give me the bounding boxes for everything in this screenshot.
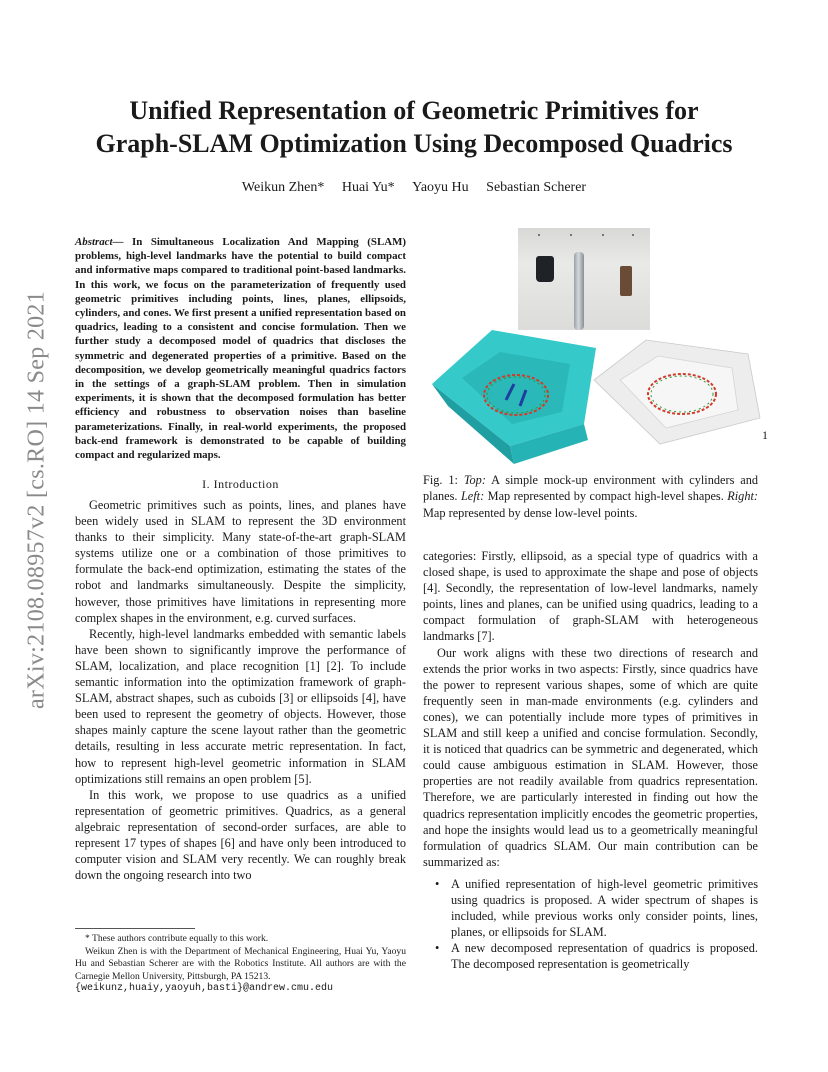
figure-number-mark: 1 (762, 428, 768, 442)
arxiv-identifier (12, 290, 62, 710)
figure-1 (420, 228, 768, 468)
footnote-divider (75, 928, 195, 929)
footnote-emails: {weikunz,huaiy,yaoyuh,basti}@andrew.cmu.edu (75, 983, 334, 994)
author-name: Sebastian Scherer (486, 180, 587, 195)
section-heading: I. Introduction (202, 477, 279, 491)
contribution-text: A new decomposed representation of quadrics is proposed. The decomposed representation is geometrically (451, 941, 758, 972)
abstract-lead: Abstract (75, 236, 113, 248)
intro-paragraph: Recently, high-level landmarks embedded with semantic labels have been shown to significantly improve the performance of SLAM, localization, and place recognition [1] [2]. To include semantic information into the optimization framework of graph-SLAM, abstract shapes, such as cuboids [3] or ellipsoids [4], have been used to represent the geometry of objects. However, those shapes mainly capture the scene layout rather than the geometric details, resulting in less accurate metric representation. In fact, how to represent high-level geometric information in SLAM optimizations still remains an open problem [5]. (75, 626, 406, 786)
paper-title (60, 94, 768, 160)
high-level-shape-map (432, 330, 596, 464)
caption-top-text: A simple mock-up environment with cylinders and planes. (423, 473, 758, 504)
figure-maps (420, 228, 768, 468)
bullet-glyph: • (435, 876, 440, 891)
contribution-list (423, 876, 758, 973)
author-name: Weikun Zhen* (241, 180, 325, 195)
abstract (75, 235, 406, 462)
title-line-1: Unified Representation of Geometric Primitives for (129, 96, 699, 125)
introduction-body (75, 497, 406, 883)
caption-right-label: Right: (727, 489, 758, 504)
body-paragraph: Our work aligns with these two directions of research and extends the prior works in two aspects: Firstly, since quadrics have the power to represent various shapes, some of which are quite frequently seen in man-made environments (e.g. cylinders and cones), we can potentially include more types of primitives in SLAM and still keep a unified and concise formulation. Secondly, it is noticed that quadrics can be symmetric and degenerated, which could cause ambiguous estimation in SLAM. However, those properties are not readily available from quadrics representation. Therefore, we are particularly interested in finding out how the quadrics representation implicitly encodes the geometric properties, and hope the insights would lead us to a geometrically meaningful formulation of quadrics SLAM. Our main contribution can be summarized as: (423, 645, 758, 869)
contribution-text: A unified representation of high-level geometric primitives using quadrics is proposed. A wider spectrum of shapes is included, while previous works only consider points, lines, planes, or ellipsoids for SLAM. (451, 876, 758, 940)
footnotes (75, 933, 406, 996)
author-list (60, 180, 768, 196)
caption-left-label: Left: (460, 489, 485, 504)
footnote-affiliation: Weikun Zhen is with the Department of Mechanical Engineering, Huai Yu, Yaoyu Hu and Sebastian Scherer are with the Robotics Institute. All authors are with the Carnegie Mellon University, Pittsburgh, PA 15213. (75, 945, 406, 982)
intro-paragraph: Geometric primitives such as points, lines, and planes have been widely used in SLAM to represent the 3D environment thanks to their simplicity. Many state-of-the-art graph-SLAM systems utilize one or a combination of those primitives to formulate the back-end optimization, estimating the states of the robot and landmarks simultaneously. Despite the simplicity, however, those primitives have limitations in representing more complex shapes in the environment, e.g. curved surfaces. (75, 498, 406, 625)
right-column-body (423, 548, 758, 972)
caption-prefix: Fig. 1: (423, 473, 464, 487)
bullet-glyph: • (435, 941, 440, 956)
caption-top-label: Top: (463, 473, 486, 487)
footnote-equal-contribution: * These authors contribute equally to this work. (85, 933, 269, 944)
low-level-point-map (594, 340, 760, 444)
body-paragraph: categories: Firstly, ellipsoid, as a special type of quadrics with a closed shape, is used to approximate the shape and pose of objects [4]. Secondly, the representation of low-level landmarks, namely points, lines and planes, can be unified using quadrics, leading to a compact formulation of graph-SLAM with heterogeneous landmarks [7]. (423, 549, 758, 644)
arxiv-identifier-text: arXiv:2108.08957v2 [cs.RO] 14 Sep 2021 (23, 290, 50, 710)
author-name: Yaoyu Hu (412, 180, 469, 195)
title-line-2: Graph-SLAM Optimization Using Decomposed Quadrics (95, 129, 733, 158)
caption-left-text: Map represented by compact high-level shapes. (484, 489, 728, 504)
abstract-text: — In Simultaneous Localization And Mapping (SLAM) problems, high-level landmarks have the potential to build compact and informative maps compared to traditional point-based landmarks. In this work, we focus on the parameterization of frequently used geometric primitives including points, lines, planes, ellipsoids, cylinders, and cones. We first present a unified representation based on quadrics, leading to a consistent and concise formulation. Then we further study a decomposed model of quadrics that discloses the symmetric and degenerated properties of a primitive. Based on the decomposition, we develop geometrically meaningful quadrics factors in the settings of a graph-SLAM problem. Then in simulation experiments, it is shown that the decomposed formulation has better efficiency and robustness to observation noises than baseline parameterizations. Finally, in real-world experiments, the proposed back-end framework is demonstrated to be capable of building compact and regularized maps. (75, 236, 406, 462)
author-name: Huai Yu* (341, 180, 395, 195)
contribution-item (423, 940, 758, 972)
caption-right-text: Map represented by dense low-level points. (423, 505, 638, 520)
intro-paragraph: In this work, we propose to use quadrics as a unified representation of geometric primitives. Quadrics, as a general algebraic representation of second-order surfaces, are able to represent 17 types of shapes [6] and have only been introduced to computer vision and SLAM very recently. We can roughly break down the ongoing research into two (75, 787, 406, 883)
contribution-item (423, 876, 758, 940)
figure-caption (423, 472, 758, 521)
